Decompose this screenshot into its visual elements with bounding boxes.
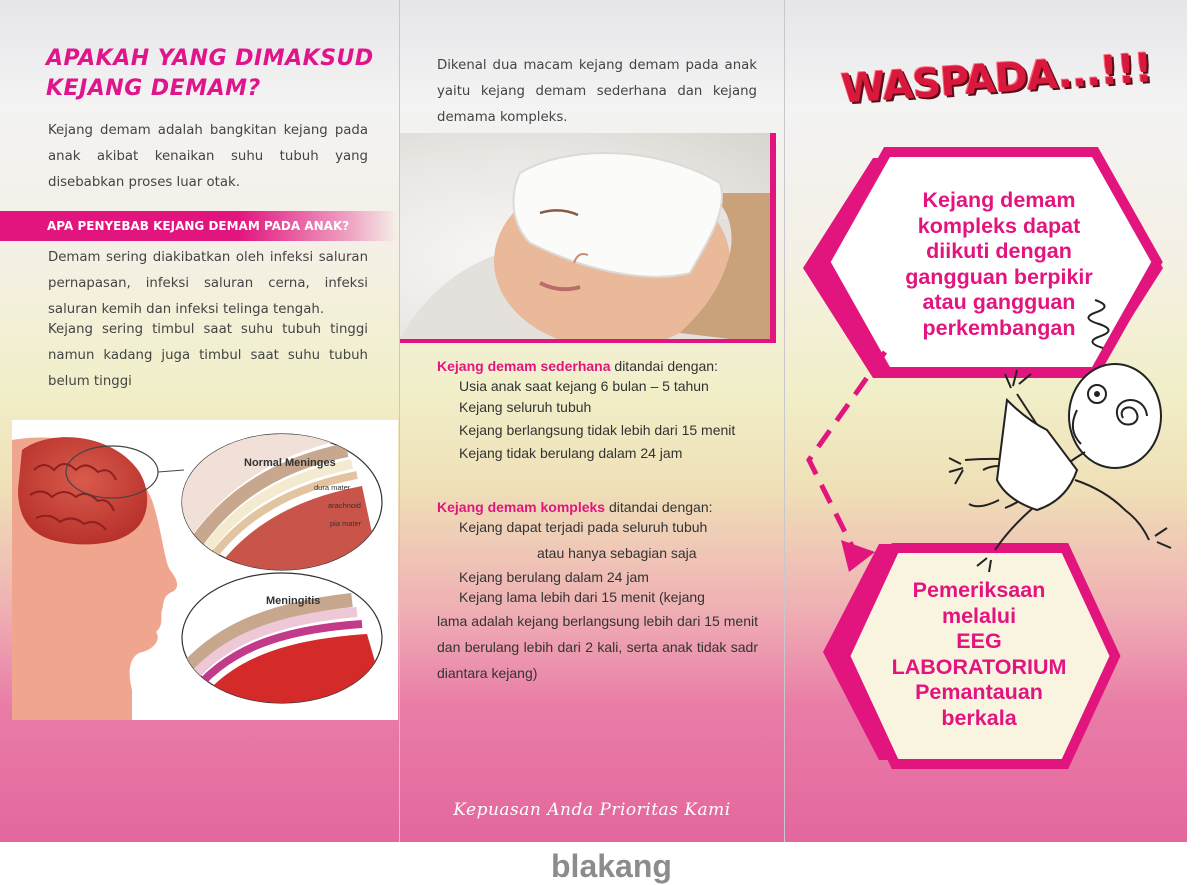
hex-top-line: Kejang demam	[922, 188, 1076, 212]
meninges-illustration	[12, 420, 398, 720]
title-line-2: KEJANG DEMAM?	[46, 76, 261, 101]
hexagon-bottom-text	[889, 578, 1069, 731]
hex-bottom-line: EEG	[956, 629, 1002, 653]
list-item-continued: atau hanya sebagian saja	[537, 545, 697, 561]
hexagon-top-text	[889, 188, 1109, 341]
hex-bottom-line: Pemantauan	[915, 680, 1043, 704]
hex-top-line: atau gangguan	[922, 290, 1076, 314]
zoom-line	[158, 470, 184, 472]
list-item: Kejang berlangsung tidak lebih dari 15 menit	[459, 422, 736, 438]
intro-text: Dikenal dua macam kejang demam pada anak yaitu kejang demam sederhana dan kejang demama kompleks.	[437, 58, 757, 125]
meningitis-label: Meningitis	[266, 595, 321, 607]
sick-child-photo	[400, 133, 776, 343]
section-heading-bar	[0, 211, 398, 241]
list-item: Kejang tidak berulang dalam 24 jam	[459, 445, 683, 461]
hex-bottom-line: LABORATORIUM	[891, 654, 1067, 679]
warning-title: WASPADA...!!!	[839, 45, 1154, 113]
complex-heading-bold: Kejang demam kompleks	[437, 499, 606, 515]
panel-right	[785, 0, 1187, 842]
title-line-1: APAKAH YANG DIMAKSUD	[46, 46, 374, 71]
onset-text: Kejang sering timbul saat suhu tubuh tinggi namun kadang juga timbul saat suhu tubuh belum tinggi	[48, 322, 368, 389]
child-shirt	[997, 400, 1077, 510]
dura-mater-label: dura mater	[314, 483, 351, 492]
hex-top-line: kompleks dapat	[917, 213, 1081, 238]
complex-heading-rest: ditandai dengan:	[605, 499, 713, 515]
hex-top-line: gangguan berpikir	[905, 264, 1093, 289]
arachnoid-label: arachnoid	[328, 501, 361, 510]
normal-meninges-label: Normal Meninges	[244, 457, 336, 469]
page-side-label: blakang	[551, 848, 672, 884]
cause-text: Demam sering diakibatkan oleh infeksi saluran pernapasan, infeksi saluran cerna, infeksi saluran kemih dan infeksi telinga tengah.	[48, 250, 368, 317]
cause-heading: APA PENYEBAB KEJANG DEMAM PADA ANAK?	[47, 219, 350, 233]
hex-bottom-line: berkala	[941, 705, 1017, 730]
list-item-continued: lama adalah kejang berlangsung lebih dari 15 menit dan berulang lebih dari 2 kali, serta anak tidak sadr diantara kejang)	[437, 613, 758, 681]
list-item: Kejang dapat terjadi pada seluruh tubuh	[459, 519, 708, 535]
simple-heading-bold: Kejang demam sederhana	[437, 358, 611, 374]
simple-heading	[437, 356, 758, 376]
simple-seizure-list	[437, 356, 758, 464]
child-photo-svg	[400, 133, 770, 339]
list-item: Kejang lama lebih dari 15 menit (kejang	[459, 589, 705, 605]
simple-heading-rest: ditandai dengan:	[610, 358, 718, 374]
definition-text: Kejang demam adalah bangkitan kejang pada anak akibat kenaikan suhu tubuh yang disebabkan proses luar otak.	[48, 123, 368, 190]
panel-middle	[400, 0, 784, 842]
hex-top-line: diikuti dengan	[926, 239, 1072, 263]
complex-seizure-list	[437, 497, 758, 686]
panel-left	[0, 0, 399, 842]
list-item: Kejang berulang dalam 24 jam	[459, 569, 649, 585]
list-item: Kejang seluruh tubuh	[459, 399, 592, 415]
complex-heading	[437, 497, 758, 517]
hex-bottom-line: melalui	[941, 603, 1017, 628]
tagline: Kepuasan Anda Prioritas Kami	[453, 800, 731, 820]
brain-illustration-svg	[12, 420, 398, 720]
pia-mater-label: pia mater	[330, 519, 362, 528]
hex-top-line: perkembangan	[922, 315, 1076, 340]
hex-bottom-line: Pemeriksaan	[912, 578, 1046, 602]
list-item: Usia anak saat kejang 6 bulan – 5 tahun	[459, 378, 709, 394]
dashed-arrow	[809, 352, 885, 552]
panel-title	[46, 44, 374, 104]
